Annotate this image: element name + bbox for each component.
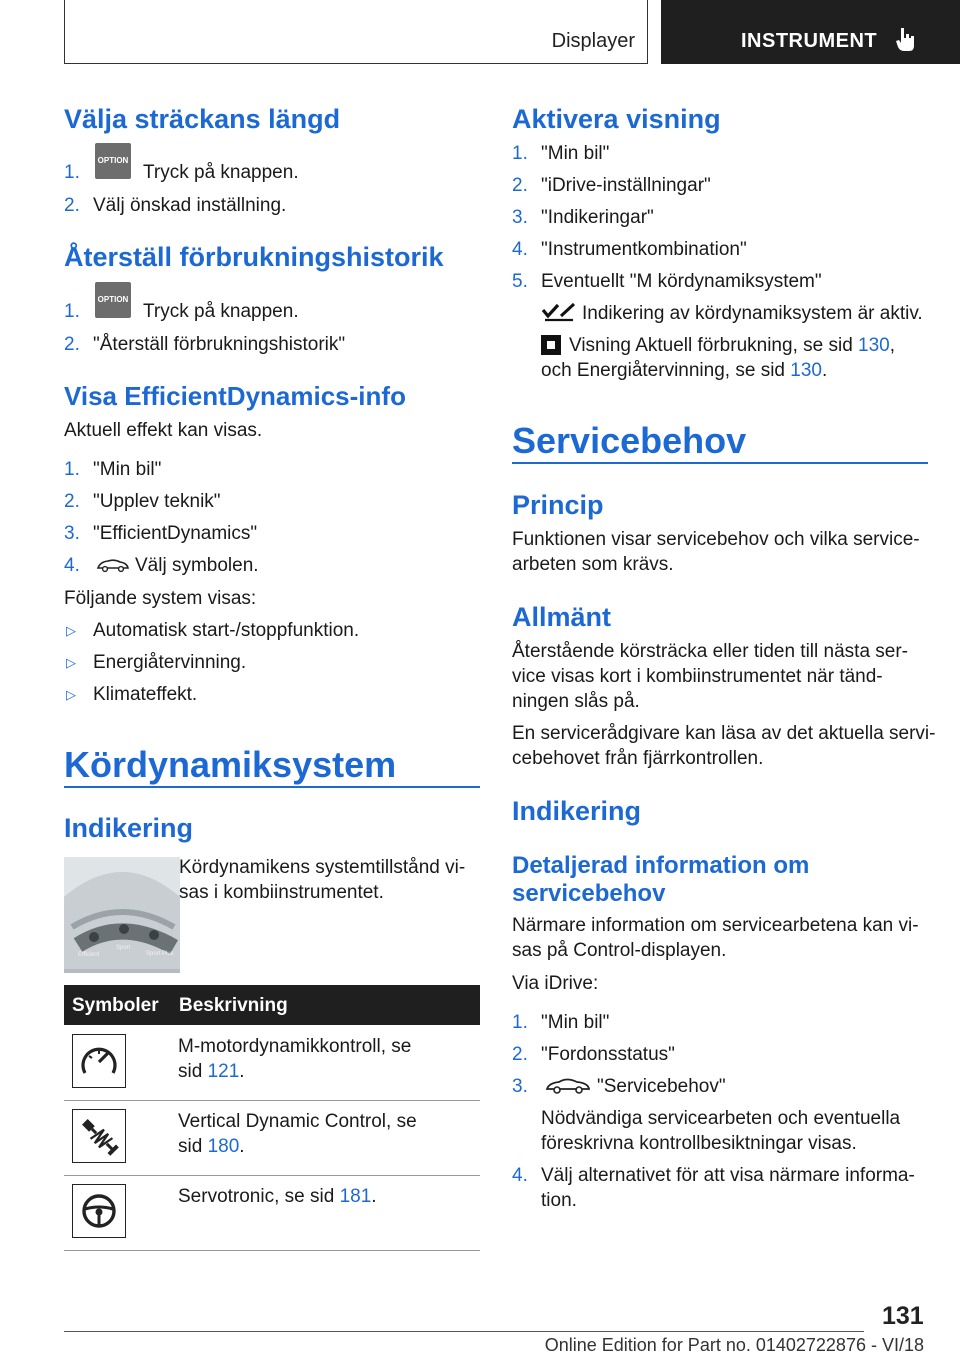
paragraph: Indikering av kördynamiksystem är aktiv. xyxy=(582,303,923,324)
car-leaf-icon xyxy=(96,556,130,574)
table-column-header: Beskrivning xyxy=(179,995,288,1016)
damper-icon xyxy=(73,1110,125,1162)
step-number: 2. xyxy=(512,1044,528,1065)
paragraph: Visning Aktuell förbrukning, se sid 130, xyxy=(569,335,896,356)
page-number: 131 xyxy=(882,1302,924,1330)
heading-rule xyxy=(64,786,480,788)
heading-servicebehov: Servicebehov xyxy=(512,420,747,461)
page-link[interactable]: 121 xyxy=(207,1061,240,1082)
table-cell: sid 180. xyxy=(178,1136,245,1157)
paragraph: Följande system visas: xyxy=(64,588,257,609)
paragraph: Funktionen visar servicebehov och vilka service- xyxy=(512,529,920,550)
page-link[interactable]: 180 xyxy=(207,1136,240,1157)
instrument-cluster-image xyxy=(64,857,180,973)
paragraph: föreskrivna kontrollbesiktningar visas. xyxy=(541,1133,857,1154)
step-number: 3. xyxy=(64,523,80,544)
paragraph: ningen slås på. xyxy=(512,691,640,712)
step-text: "EfficientDynamics" xyxy=(93,523,258,544)
step-text: "Upplev teknik" xyxy=(93,491,221,512)
step-number: 1. xyxy=(64,459,80,480)
dial-label: Sport Plus xyxy=(146,951,174,957)
step-number: 2. xyxy=(64,334,80,355)
step-text: Välj symbolen. xyxy=(135,555,259,576)
car-service-icon xyxy=(545,1075,591,1095)
table-cell: sid 121. xyxy=(178,1061,245,1082)
heading-kordynamiksystem: Kördynamiksystem xyxy=(64,744,397,785)
heading-indikering: Indikering xyxy=(64,813,194,843)
step-text: "Fordonsstatus" xyxy=(541,1044,675,1065)
header-section-tab xyxy=(64,0,648,64)
table-divider xyxy=(64,1100,480,1101)
option-button-icon: OPTION xyxy=(95,282,131,318)
paragraph: vice visas kort i kombiinstrumentet när tänd- xyxy=(512,666,883,687)
step-number: 3. xyxy=(512,207,528,228)
header-chapter-label: INSTRUMENT xyxy=(741,30,878,52)
heading-efficientdynamics: Visa EfficientDynamics-info xyxy=(64,381,406,411)
table-divider xyxy=(64,1250,480,1251)
bullet-triangle-icon: ▷ xyxy=(66,687,76,702)
step-text: tion. xyxy=(541,1190,577,1211)
step-text: "Servicebehov" xyxy=(597,1076,726,1097)
page-link[interactable]: 130 xyxy=(858,335,890,356)
step-number: 4. xyxy=(512,239,528,260)
step-text: "Indikeringar" xyxy=(541,207,654,228)
step-text: Eventuellt "M kördynamiksystem" xyxy=(541,271,822,292)
table-cell: Servotronic, se sid 181. xyxy=(178,1186,377,1207)
paragraph: sas på Control-displayen. xyxy=(512,940,727,961)
page-link[interactable]: 181 xyxy=(339,1186,372,1207)
table-cell: M-motordynamikkontroll, se xyxy=(178,1036,412,1057)
step-number: 5. xyxy=(512,271,528,292)
table-row-icon xyxy=(72,1034,126,1088)
paragraph: Närmare information om servicearbetena kan vi- xyxy=(512,915,919,936)
paragraph: sas i kombiinstrumentet. xyxy=(179,882,384,903)
heading-detail: Detaljerad information om servicebehov xyxy=(512,852,810,907)
table-header xyxy=(64,985,480,1025)
step-number: 3. xyxy=(512,1076,528,1097)
footer-edition: Online Edition for Part no. 01402722876 - VI/18 xyxy=(544,1335,924,1355)
paragraph: Nödvändiga servicearbeten och eventuella xyxy=(541,1108,901,1129)
heading-princip: Princip xyxy=(512,490,604,520)
option-button-icon: OPTION xyxy=(95,143,131,179)
step-text: Tryck på knappen. xyxy=(143,301,299,322)
table-divider xyxy=(64,1175,480,1176)
step-text: Välj alternativet för att visa närmare informa- xyxy=(541,1165,915,1186)
paragraph: Återstående körsträcka eller tiden till nästa ser- xyxy=(512,641,909,662)
step-text: "Min bil" xyxy=(541,1012,610,1033)
bullet-text: Automatisk start-/stoppfunktion. xyxy=(93,620,360,641)
paragraph: och Energiåtervinning, se sid 130. xyxy=(541,360,828,381)
step-number: 1. xyxy=(64,301,80,322)
step-number: 4. xyxy=(512,1165,528,1186)
step-number: 2. xyxy=(512,175,528,196)
bullet-text: Klimateffekt. xyxy=(93,684,198,705)
paragraph: cebehovet från fjärrkontrollen. xyxy=(512,748,764,769)
dial-label: Sport xyxy=(116,945,131,951)
header-section-label: Displayer xyxy=(551,30,635,52)
footer-rule xyxy=(64,1331,864,1332)
heading-reset-history: Återställ förbrukningshistorik xyxy=(64,242,444,272)
step-number: 2. xyxy=(64,195,80,216)
paragraph: En servicerådgivare kan läsa av det aktuella servi- xyxy=(512,723,936,744)
step-number: 2. xyxy=(64,491,80,512)
heading-trip-length: Välja sträckans längd xyxy=(64,104,341,134)
step-text: "Återställ förbrukningshistorik" xyxy=(93,334,346,355)
table-row-icon xyxy=(72,1109,126,1163)
page-link[interactable]: 130 xyxy=(790,360,822,381)
checkbox-empty-icon xyxy=(541,335,561,355)
header-chapter-tab xyxy=(661,0,960,64)
steering-wheel-icon xyxy=(73,1185,125,1237)
paragraph: Kördynamikens systemtillstånd vi- xyxy=(179,857,466,878)
step-text: Välj önskad inställning. xyxy=(93,195,287,216)
step-text: "iDrive-inställningar" xyxy=(541,175,711,196)
dial-label: Efficient xyxy=(78,952,100,958)
paragraph: Via iDrive: xyxy=(512,973,599,994)
step-number: 1. xyxy=(512,1012,528,1033)
paragraph: Aktuell effekt kan visas. xyxy=(64,420,263,441)
heading-allmant: Allmänt xyxy=(512,602,612,632)
bullet-triangle-icon: ▷ xyxy=(66,623,76,638)
heading-rule xyxy=(512,462,928,464)
step-text: Tryck på knappen. xyxy=(143,162,299,183)
heading-indikering-right: Indikering xyxy=(512,796,642,826)
bullet-text: Energiåtervinning. xyxy=(93,652,247,673)
table-row-icon xyxy=(72,1184,126,1238)
speedometer-icon xyxy=(73,1035,125,1087)
checkmark-checkbox-icon xyxy=(541,302,577,322)
bullet-triangle-icon: ▷ xyxy=(66,655,76,670)
step-text: "Min bil" xyxy=(541,143,610,164)
table-column-header: Symboler xyxy=(72,995,159,1016)
paragraph: arbeten som krävs. xyxy=(512,554,674,575)
step-number: 4. xyxy=(64,555,80,576)
heading-activate: Aktivera visning xyxy=(512,104,721,134)
step-text: "Min bil" xyxy=(93,459,162,480)
table-cell: Vertical Dynamic Control, se xyxy=(178,1111,417,1132)
hand-pointer-icon xyxy=(895,26,917,52)
step-number: 1. xyxy=(64,162,80,183)
step-number: 1. xyxy=(512,143,528,164)
step-text: "Instrumentkombination" xyxy=(541,239,747,260)
